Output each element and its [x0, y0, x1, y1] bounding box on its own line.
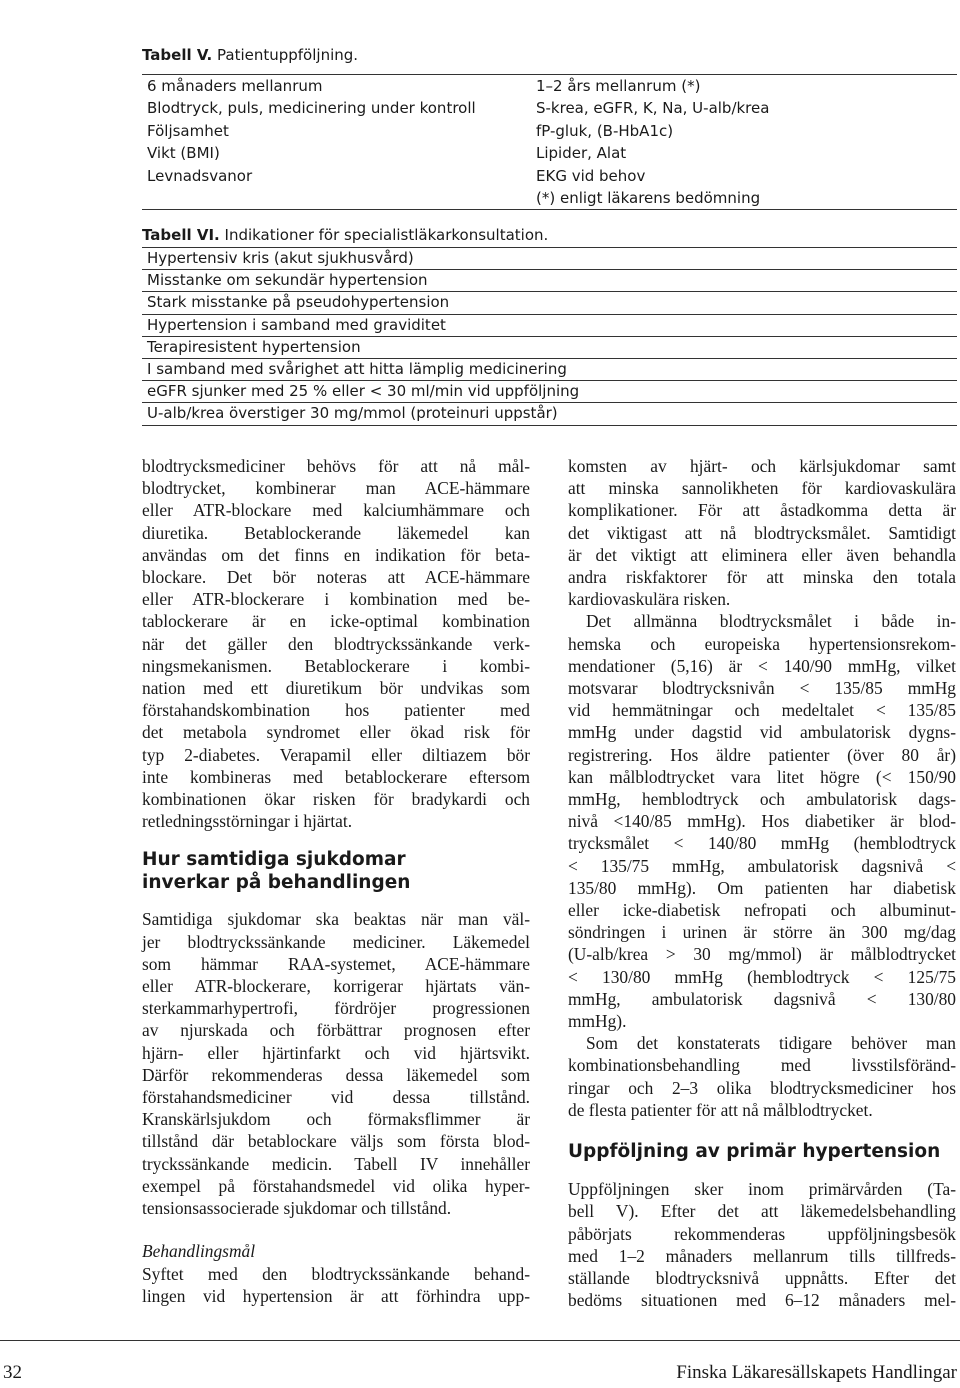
table-v-caption: Patientuppföljning.: [217, 46, 359, 64]
text-line: exempel på förstahandsmedel vid olika hyper-: [142, 1175, 530, 1196]
heading-line: inverkar på behandlingen: [142, 872, 411, 894]
table-v-cell: Blodtryck, puls, medicinering under kontroll: [147, 99, 476, 118]
text-line: ställande blodtrycksnivå uppnåtts. Efter det: [568, 1267, 956, 1288]
text-line: sterkammarhypertrofi, fördröjer progressionen: [142, 998, 530, 1019]
table-vi-title: [142, 224, 548, 246]
heading-line: Hur samtidiga sjukdomar: [142, 849, 406, 871]
text-line: kombinationsbehandling med livsstilsföränd-: [568, 1055, 956, 1076]
text-line: eller ATR-blockare med kalciumhämmare och: [142, 500, 530, 521]
text-line: tryckssänkande medicin. Tabell IV innehåller: [142, 1153, 530, 1174]
table-row: Stark misstanke på pseudohypertension: [142, 292, 957, 314]
table-v: [142, 74, 957, 210]
text-line: det metabola syndromet eller ökad risk för: [142, 722, 530, 743]
text-line: nivå <140/85 mmHg). Hos diabetiker är blod-: [568, 811, 956, 832]
paragraph: [142, 908, 530, 1219]
text-line: (U-alb/krea > 30 mg/mmol) är målblodtrycket: [568, 944, 956, 965]
table-row: Misstanke om sekundär hypertension: [142, 270, 957, 292]
text-line: är det viktigt att eliminera eller även behandla: [568, 544, 956, 565]
text-line: registrering. Hos äldre patienter (över 80 år): [568, 744, 956, 765]
text-line: bedöms situationen med 6–12 månaders mel-: [568, 1290, 956, 1311]
text-line: Därför rekommenderas dessa läkemedel som: [142, 1064, 530, 1085]
text-line: diuretika. Betablockerande läkemedel kan: [142, 522, 530, 543]
text-line: Det allmänna blodtrycksmålet i både in-: [586, 611, 956, 632]
paragraph: [142, 455, 530, 832]
text-line: nation med ett diuretikum bör undvikas som: [142, 678, 530, 699]
table-v-label: Tabell V.: [142, 46, 213, 64]
text-line: kombinationen ökar risken för bradykardi och: [142, 789, 530, 810]
text-line: lingen vid hypertension är att förhindra upp-: [142, 1285, 530, 1306]
table-row: Hypertensiv kris (akut sjukhusvård): [142, 247, 957, 270]
text-line: Kranskärlsjukdom och förmaksflimmer är: [142, 1109, 530, 1130]
text-line: Uppföljningen sker inom primärvården (Ta-: [568, 1179, 956, 1200]
text-line: att minska sannolikheten för kardiovaskulära: [568, 478, 956, 499]
text-line: tillstånd där betablockare väljs som första blod-: [142, 1131, 530, 1152]
text-line: mmHg under dagstid vid ambulatorisk dygns-: [568, 722, 956, 743]
text-line: andra riskfaktorer för att minska den totala: [568, 567, 956, 588]
text-line: av njurskada och förbättrar prognosen efter: [142, 1020, 530, 1041]
text-line: trycksmålet < 140/80 mmHg (hemblodtryck: [568, 833, 956, 854]
subheading: Behandlingsmål: [142, 1241, 256, 1262]
text-line: < 135/75 mmHg, ambulatorisk dagsnivå <: [568, 855, 956, 876]
text-line: 135/80 mmHg). Om patienten har diabetisk: [568, 877, 956, 898]
text-line: inte kombineras med betablockerare eftersom: [142, 766, 530, 787]
text-line: tablockerare är en icke-optimal kombination: [142, 611, 530, 632]
right-text-column: [568, 455, 956, 1311]
text-line: blockare. Det bör noteras att ACE-hämmare: [142, 567, 530, 588]
section-heading: [142, 848, 530, 894]
table-v-cell: Vikt (BMI): [147, 144, 220, 163]
table-row: eGFR sjunker med 25 % eller < 30 ml/min vid uppföljning: [142, 381, 957, 403]
footer-divider: [0, 1340, 960, 1341]
section-heading: Uppföljning av primär hypertension: [568, 1141, 941, 1163]
text-line: vid hemmätningar och medeltalet < 135/85: [568, 700, 956, 721]
text-line: Syftet med den blodtryckssänkande behand-: [142, 1263, 530, 1284]
text-line: användas om det finns en indikation för beta-: [142, 544, 530, 565]
text-line: kardiovaskulära risken.: [568, 589, 731, 610]
text-line: typ 2-diabetes. Verapamil eller diltiazem bör: [142, 744, 530, 765]
text-line: kan målblodtrycket vara litet högre (< 150/90: [568, 766, 956, 787]
text-line: mmHg).: [568, 1011, 627, 1032]
text-line: med 1–2 månaders mellanrum tills tillfreds-: [568, 1245, 956, 1266]
text-line: blodtrycket, kombinerar man ACE-hämmare: [142, 478, 530, 499]
text-line: < 130/80 mmHg (hemblodtryck < 125/75: [568, 966, 956, 987]
table-v-cell: 6 månaders mellanrum: [147, 77, 323, 95]
text-line: påbörjats rekommenderas uppföljningsbesök: [568, 1223, 956, 1244]
paragraph: [568, 610, 956, 1032]
text-line: förstahandsmediciner vid dessa tillstånd.: [142, 1087, 530, 1108]
text-line: retledningsstörningar i hjärtat.: [142, 811, 353, 832]
table-v-cell: Levnadsvanor: [147, 166, 253, 185]
text-line: eller ATR-blockerare i kombination med be-: [142, 589, 530, 610]
journal-name: Finska Läkaresällskapets Handlingar: [676, 1362, 957, 1383]
text-line: mmHg, ambulatorisk dagsnivå < 130/80: [568, 988, 956, 1009]
text-line: hemska och europeiska hypertensionsrekom-: [568, 633, 956, 654]
table-row: I samband med svårighet att hitta lämplig medicinering: [142, 359, 957, 381]
left-text-column: [142, 455, 530, 1307]
table-vi-label: Tabell VI.: [142, 226, 220, 244]
text-line: de flesta patienter för att nå målblodtrycket.: [568, 1099, 873, 1120]
text-line: söndringen i urinen är större än 300 mg/dag: [568, 922, 956, 943]
text-line: tensionsassocierade sjukdomar och tillstånd.: [142, 1198, 452, 1219]
text-line: som hämmar RAA-systemet, ACE-hämmare: [142, 953, 530, 974]
paragraph: [568, 455, 956, 610]
table-v-right-column: [536, 75, 769, 209]
table-vi: [142, 247, 957, 426]
text-line: ringar och 2–3 olika blodtrycksmediciner hos: [568, 1077, 956, 1098]
table-v-cell: Lipider, Alat: [536, 144, 627, 163]
text-line: hjärn- eller hjärtinfarkt och vid hjärtsvikt.: [142, 1042, 530, 1063]
text-line: motsvarar blodtrycksnivån < 135/85 mmHg: [568, 678, 956, 699]
text-line: bell V). Efter det att läkemedelsbehandling: [568, 1201, 956, 1222]
table-row: Hypertension i samband med graviditet: [142, 315, 957, 337]
text-line: mmHg, hemblodtryck och ambulatorisk dags-: [568, 789, 956, 810]
paragraph: [142, 1263, 530, 1307]
text-line: mendationer (5,16) är < 140/90 mmHg, vilket: [568, 655, 956, 676]
text-line: förstahandskombination hos patienter med: [142, 700, 530, 721]
text-line: eller ATR-blockerare, korrigerar hjärtats vän-: [142, 976, 530, 997]
table-v-cell: 1–2 års mellanrum (*): [536, 77, 701, 95]
table-v-cell: S-krea, eGFR, K, Na, U-alb/krea: [536, 99, 770, 118]
paragraph: [568, 1178, 956, 1311]
table-v-footnote: (*) enligt läkarens bedömning: [536, 189, 761, 208]
text-line: komsten av hjärt- och kärlsjukdomar samt: [568, 456, 956, 476]
text-line: det viktigast att nå blodtrycksmålet. Samtidigt: [568, 522, 956, 543]
text-line: eller icke-diabetisk nefropati och albuminut-: [568, 900, 956, 921]
text-line: jer blodtryckssänkande mediciner. Läkemedel: [142, 931, 530, 952]
text-line: komplikationer. För att åstadkomma detta är: [568, 500, 956, 521]
paragraph: [568, 1032, 956, 1121]
text-line: Samtidiga sjukdomar ska beaktas när man väl-: [142, 909, 530, 930]
table-vi-caption: Indikationer för specialistläkarkonsultation.: [224, 226, 549, 244]
table-v-title: [142, 44, 358, 66]
table-v-cell: EKG vid behov: [536, 166, 646, 185]
table-v-left-column: [147, 75, 476, 187]
page-number: 32: [3, 1362, 22, 1383]
text-line: Som det konstaterats tidigare behöver man: [586, 1033, 956, 1054]
text-line: blodtrycksmediciner behövs för att nå mål-: [142, 456, 530, 476]
table-row: U-alb/krea överstiger 30 mg/mmol (proteinuri uppstår): [142, 403, 957, 425]
text-line: när det gäller den blodtryckssänkande verk-: [142, 633, 530, 654]
table-row: Terapiresistent hypertension: [142, 337, 957, 359]
table-v-cell: fP-gluk, (B-HbA1c): [536, 121, 674, 140]
table-v-cell: Följsamhet: [147, 121, 229, 140]
text-line: ningsmekanismen. Betablockerare i kombi-: [142, 655, 530, 676]
